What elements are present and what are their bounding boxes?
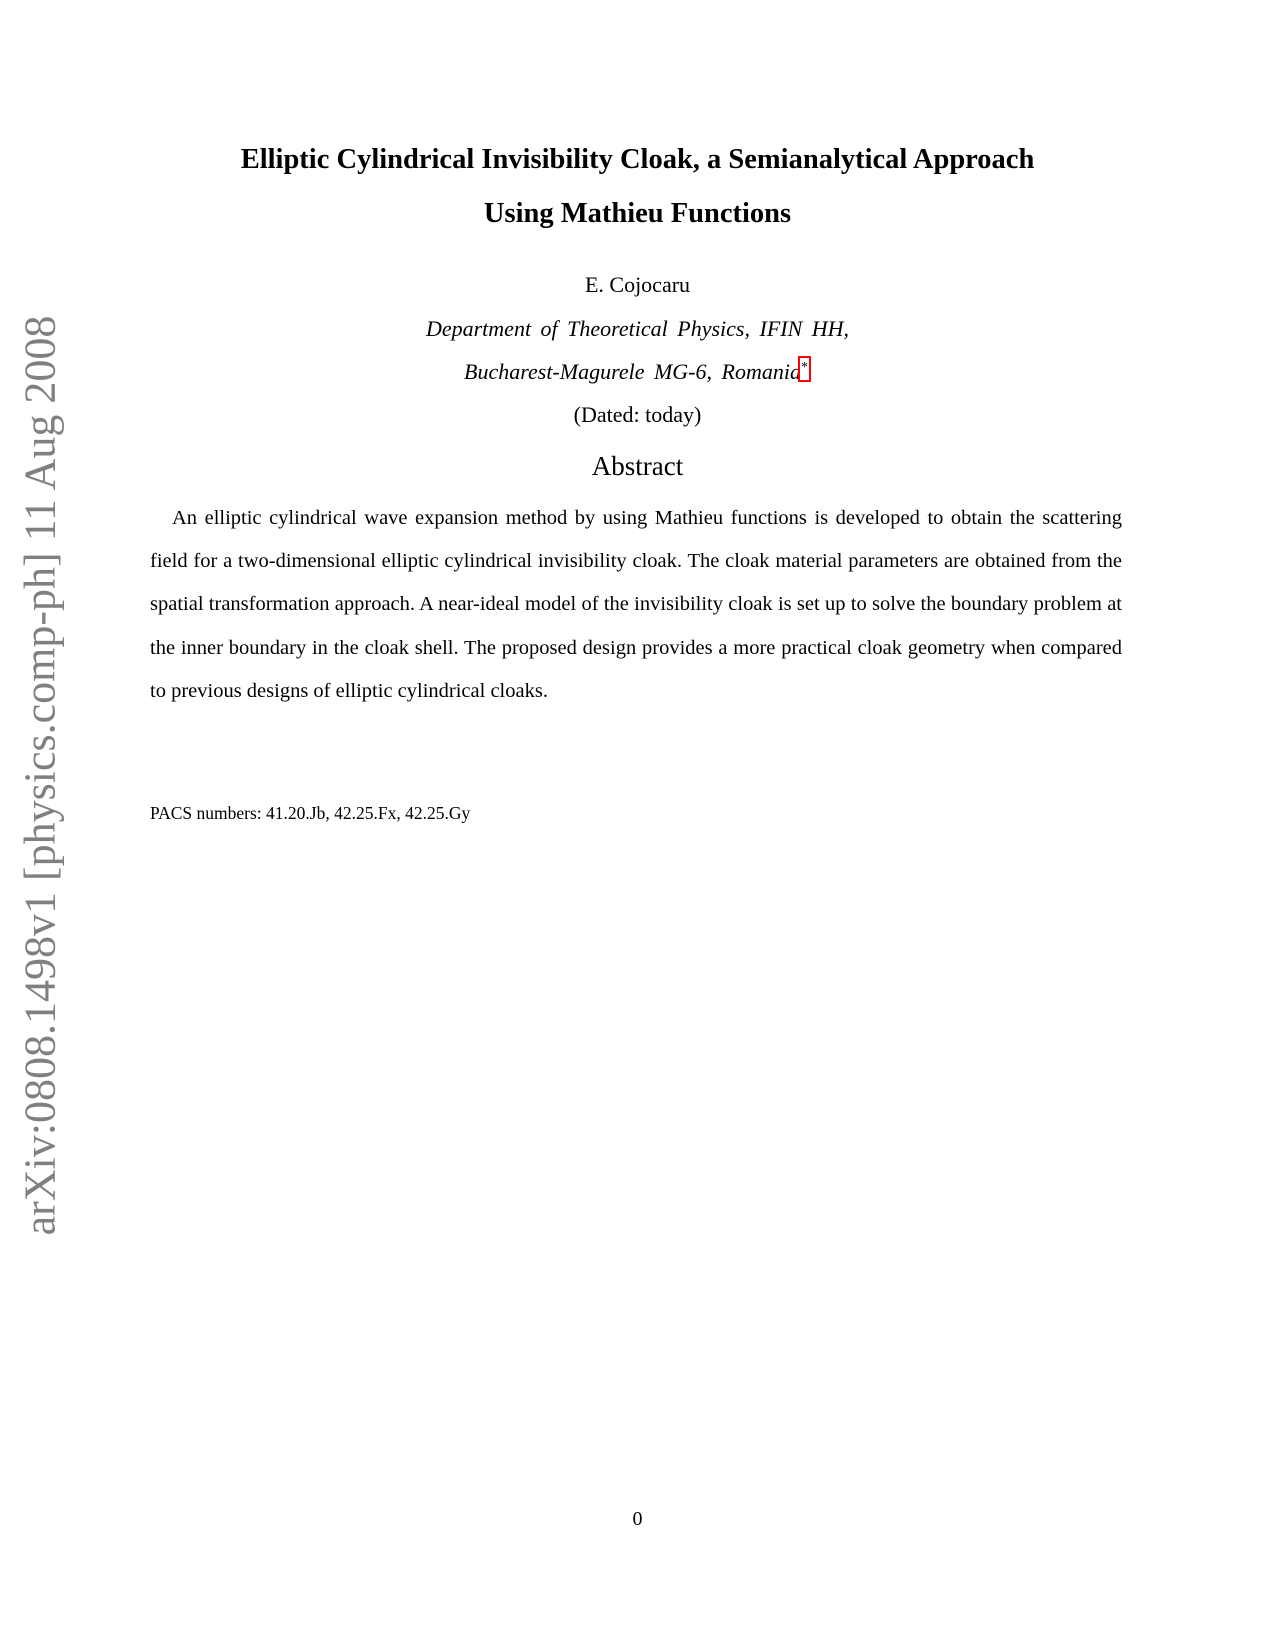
paper-title-line-2: Using Mathieu Functions <box>483 198 792 229</box>
abstract-heading: Abstract <box>591 451 684 481</box>
abstract-body: An elliptic cylindrical wave expansion method by using Mathieu functions is developed to obtain the scattering field for a two-dimensional elliptic cylindrical invisibility cloak. The cloak material parameters are obtained from the spatial transformation approach. A near-ideal model of the invisibility cloak is set up to solve the boundary problem at the inner boundary in the cloak shell. The proposed design provides a more practical cloak geometry when compared to previous designs of elliptic cylindrical cloaks. <box>150 507 1122 702</box>
paper-title-line-1: Elliptic Cylindrical Invisibility Cloak, a Semianalytical Approach <box>240 144 1035 175</box>
footnote-link[interactable]: * <box>798 356 811 382</box>
author-name: E. Cojocaru <box>584 272 691 297</box>
page-number: 0 <box>632 1508 643 1530</box>
affiliation-line-1: Department of Theoretical Physics, IFIN HH, <box>425 316 850 341</box>
dated-line: (Dated: today) <box>573 402 702 427</box>
affiliation-line-2 <box>0 359 1275 385</box>
affiliation-text: Bucharest-Magurele MG-6, Romania <box>464 359 801 384</box>
pacs-numbers: PACS numbers: 41.20.Jb, 42.25.Fx, 42.25.Gy <box>150 803 471 823</box>
arxiv-stamp-text: arXiv:0808.1498v1 [physics.comp-ph] 11 Aug 2008 <box>15 315 65 1235</box>
